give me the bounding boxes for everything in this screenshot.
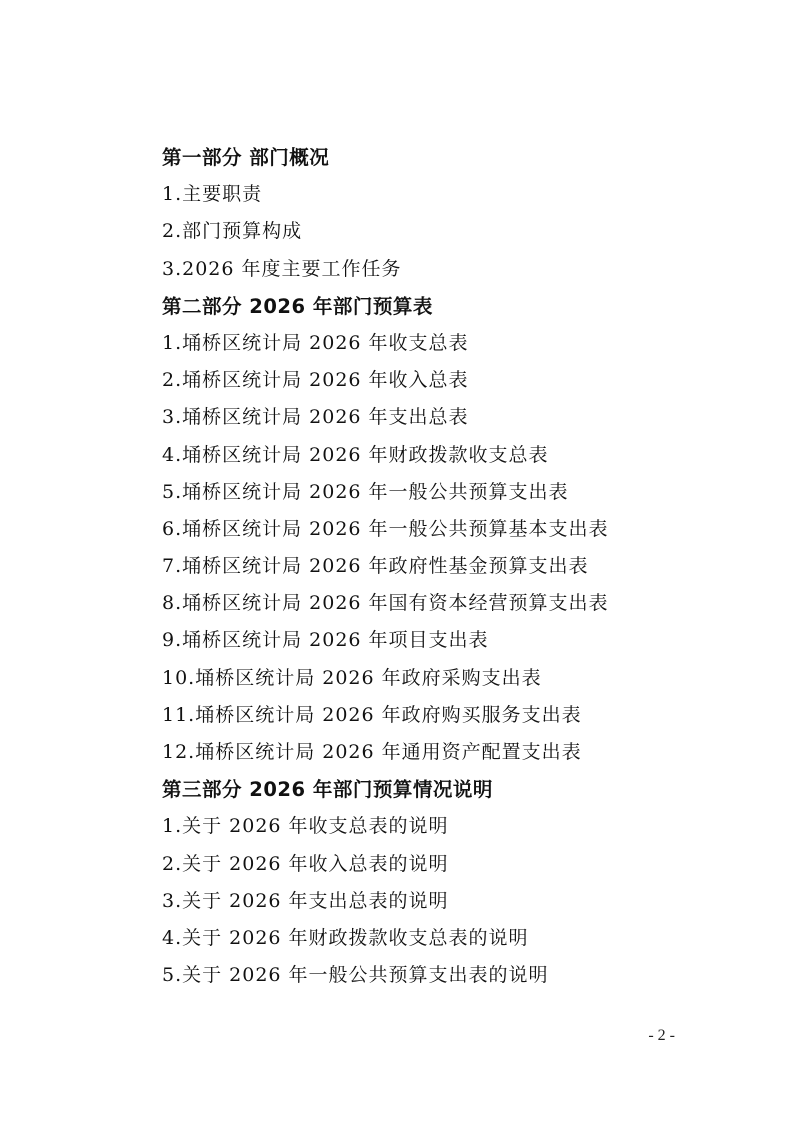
toc-item: 8.埇桥区统计局 2026 年国有资本经营预算支出表 [162, 592, 609, 615]
toc-item: 4.关于 2026 年财政拨款收支总表的说明 [162, 926, 529, 949]
toc-item: 9.埇桥区统计局 2026 年项目支出表 [162, 629, 489, 652]
toc-item: 7.埇桥区统计局 2026 年政府性基金预算支出表 [162, 555, 589, 578]
page-number: - 2 - [648, 1027, 675, 1044]
section-heading: 第二部分 2026 年部门预算表 [162, 294, 433, 318]
toc-item: 5.埇桥区统计局 2026 年一般公共预算支出表 [162, 480, 569, 503]
toc-item: 3.埇桥区统计局 2026 年支出总表 [162, 406, 469, 429]
section-heading: 第一部分 部门概况 [162, 146, 330, 169]
section-heading: 第三部分 2026 年部门预算情况说明 [162, 778, 493, 802]
toc-item: 10.埇桥区统计局 2026 年政府采购支出表 [162, 666, 542, 689]
toc-item: 1.主要职责 [162, 183, 263, 206]
toc-item: 1.关于 2026 年收支总表的说明 [162, 815, 449, 838]
toc-item: 5.关于 2026 年一般公共预算支出表的说明 [162, 964, 549, 987]
toc-item: 2.埇桥区统计局 2026 年收入总表 [162, 369, 469, 392]
toc-item: 3.关于 2026 年支出总表的说明 [162, 889, 449, 912]
toc-item: 1.埇桥区统计局 2026 年收支总表 [162, 331, 469, 354]
toc-item: 2.关于 2026 年收入总表的说明 [162, 852, 449, 875]
toc-item: 6.埇桥区统计局 2026 年一般公共预算基本支出表 [162, 517, 609, 540]
toc-item: 4.埇桥区统计局 2026 年财政拨款收支总表 [162, 443, 549, 466]
toc-item: 11.埇桥区统计局 2026 年政府购买服务支出表 [162, 703, 582, 726]
toc-item: 3.2026 年度主要工作任务 [162, 257, 402, 280]
table-of-contents [162, 139, 722, 994]
toc-item: 2.部门预算构成 [162, 220, 303, 243]
toc-item: 12.埇桥区统计局 2026 年通用资产配置支出表 [162, 741, 582, 763]
